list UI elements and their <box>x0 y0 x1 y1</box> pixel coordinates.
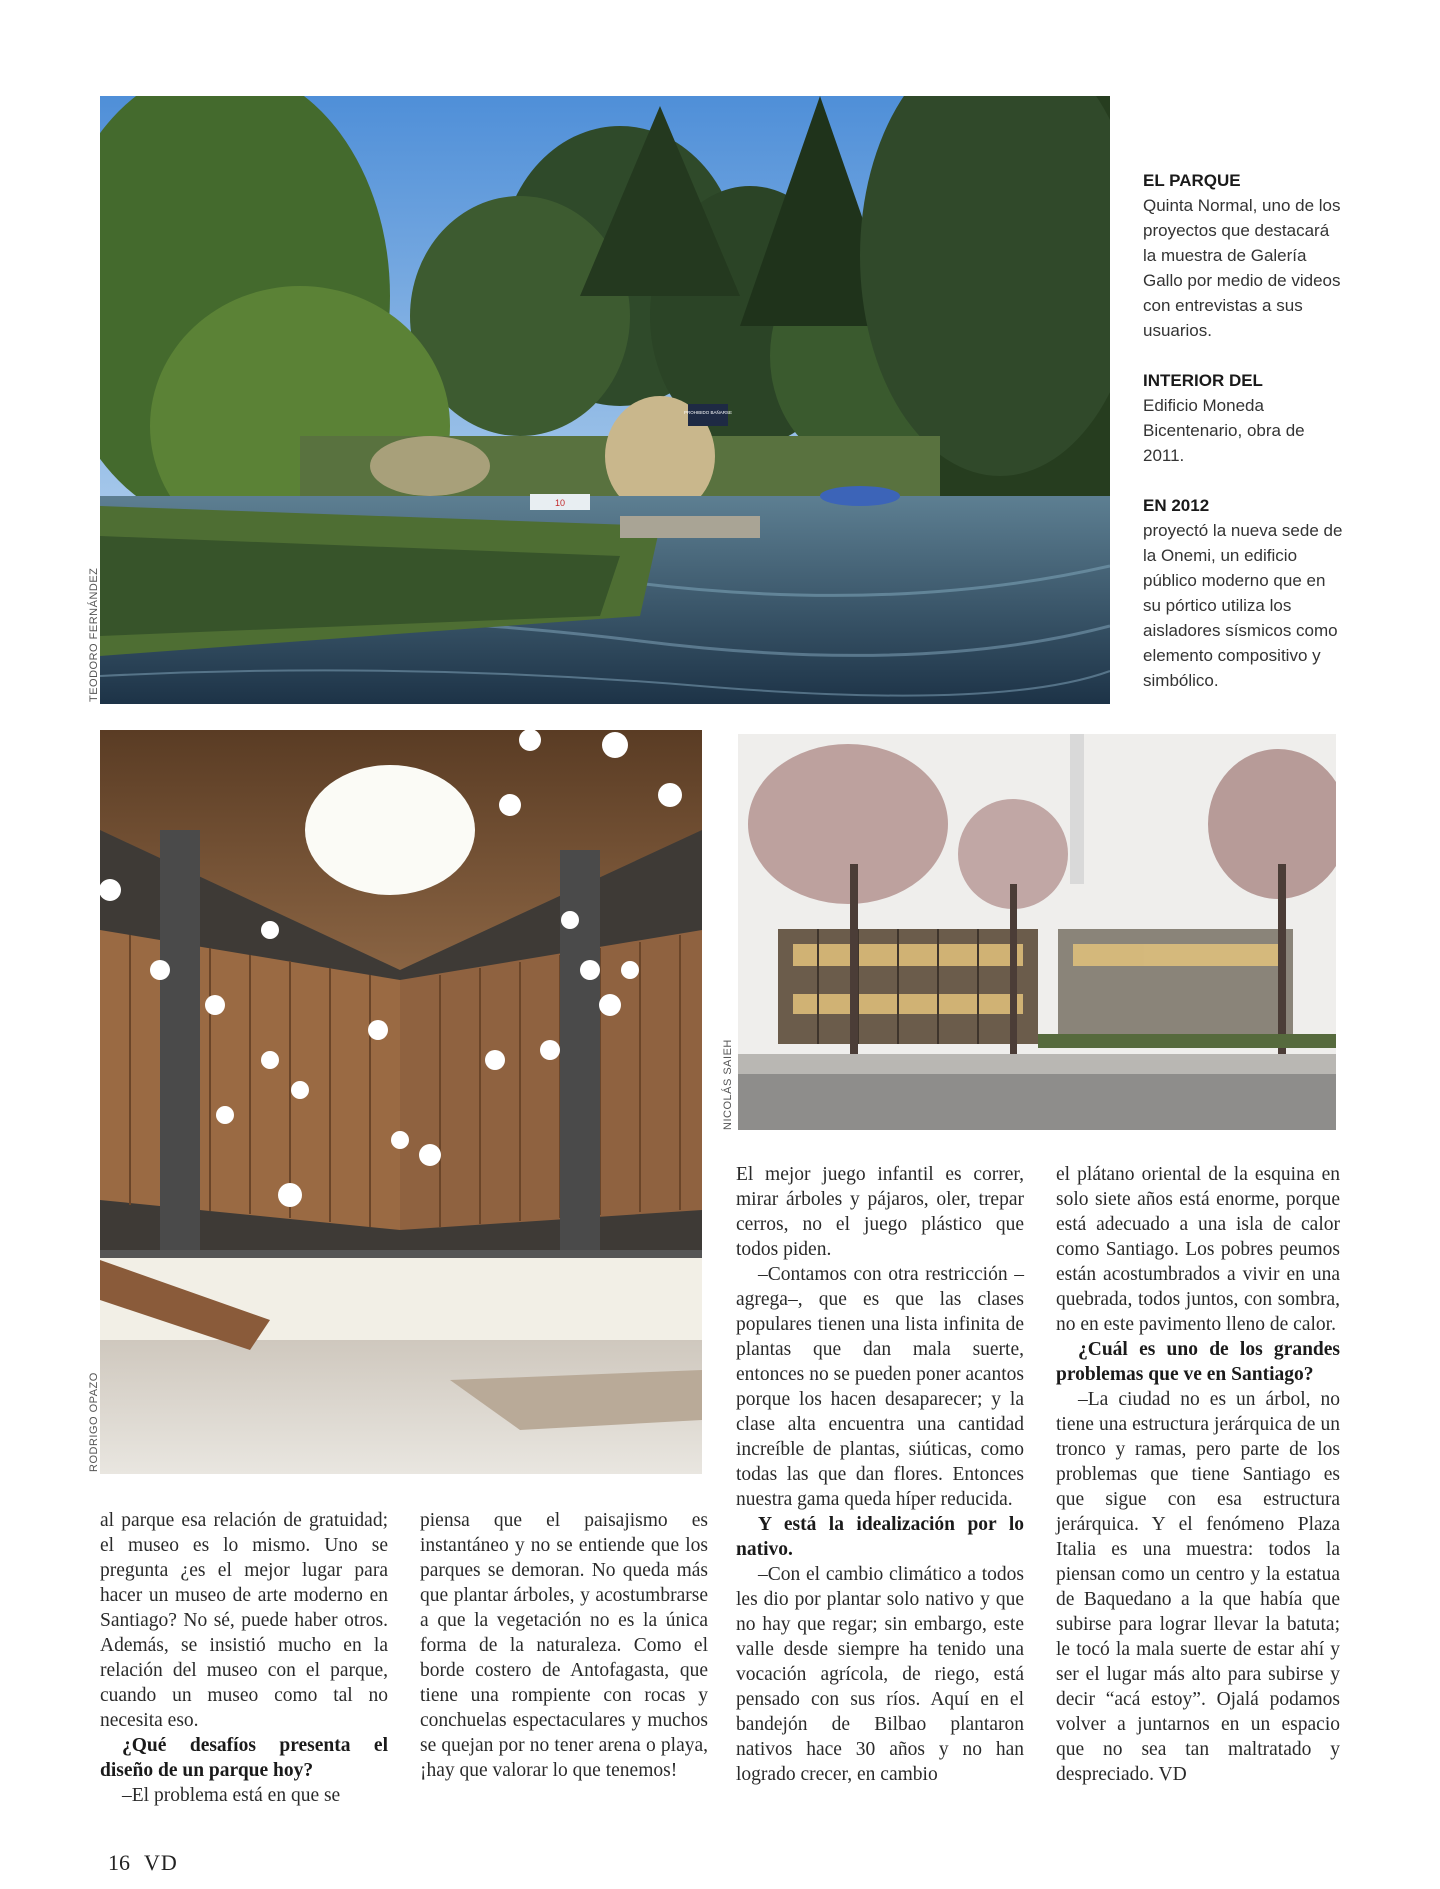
photo-credit-building: NICOLÁS SAIEH <box>722 1039 734 1130</box>
paragraph: –El problema está en que se <box>122 1785 341 1806</box>
park-photo <box>100 96 1110 704</box>
sign-text: PROHIBIDO BAÑARSE <box>683 410 733 415</box>
interior-photo <box>100 730 702 1474</box>
paragraph: el plátano oriental de la esquina en solo siete años está enorme, porque está adecuado a una isla de calor como Santiago. Los pobres peumos están acostumbrados a vivir en una quebrada, todos juntos, con sombra, no en este pavimento lleno de calor. <box>1056 1164 1340 1335</box>
caption-column <box>1143 168 1343 718</box>
caption-interior <box>1143 368 1343 468</box>
interview-question: ¿Cuál es uno de los grandes problemas que ve en Santiago? <box>1056 1339 1340 1385</box>
caption-heading: EN 2012 <box>1143 496 1210 515</box>
end-mark: VD <box>1158 1764 1187 1785</box>
caption-heading: EL PARQUE <box>1143 171 1241 190</box>
photo-credit-interior: RODRIGO OPAZO <box>88 1372 100 1472</box>
caption-body: Quinta Normal, uno de los proyectos que destacará la muestra de Galería Gallo por medio de videos con entrevistas a sus usuarios. <box>1143 196 1341 340</box>
magazine-brand: VD <box>144 1850 178 1875</box>
paragraph: al parque esa relación de gratuidad; el museo es lo mismo. Uno se pregunta ¿es el mejor lugar para hacer un museo de arte moderno en Santiago? No sé, puede haber otros. Además, se insistió mucho en la relación del museo con el parque, cuando un museo como tal no necesita eso. <box>100 1510 388 1731</box>
caption-body: Edificio Moneda Bicentenario, obra de 2011. <box>1143 396 1305 465</box>
photo-credit-park: TEODORO FERNÁNDEZ <box>88 567 100 702</box>
building-photo <box>738 734 1336 1130</box>
caption-building <box>1143 493 1343 693</box>
article-column-2 <box>420 1508 708 1783</box>
page-number: 16 <box>108 1850 130 1875</box>
paragraph: –Contamos con otra restricción –agrega–, que es que las clases populares tienen una lista infinita de plantas que dan mala suerte, entonces no se pueden poner acantos porque los hacen desaparecer; y la clase alta encuentra una cantidad increíble de plantas, siúticas, como todas las que dan flores. Entonces nuestra gama queda híper reducida. <box>736 1264 1024 1510</box>
article-column-4 <box>1056 1162 1340 1787</box>
interview-question: Y está la idealización por lo nativo. <box>736 1514 1024 1560</box>
page-folio <box>108 1850 178 1876</box>
paragraph <box>1056 1387 1340 1787</box>
boat-number: 10 <box>554 498 566 508</box>
paragraph: piensa que el paisajismo es instantáneo y no se entiende que los parques se demoran. No queda más que plantar árboles, y acostumbrarse a que la vegetación no es la única forma de la naturaleza. Como el borde costero de Antofagasta, que tiene una rompiente con rocas y conchuelas espectaculares y muchos se quejan por no tener arena o playa, ¡hay que valorar lo que tenemos! <box>420 1510 708 1781</box>
interview-question: ¿Qué desafíos presenta el diseño de un parque hoy? <box>100 1735 388 1781</box>
caption-heading: INTERIOR DEL <box>1143 371 1263 390</box>
article-column-1 <box>100 1508 388 1808</box>
caption-park <box>1143 168 1343 343</box>
paragraph: El mejor juego infantil es correr, mirar árboles y pájaros, oler, trepar cerros, no el juego plástico que todos piden. <box>736 1164 1024 1260</box>
caption-body: proyectó la nueva sede de la Onemi, un edificio público moderno que en su pórtico utiliza los aisladores sísmicos como elemento compositivo y simbólico. <box>1143 521 1343 690</box>
closing-text: –La ciudad no es un árbol, no tiene una estructura jerárquica de un tronco y ramas, pero parte de los problemas que tiene Santiago es que sigue con esa estructura jerárquica. Y el fenómeno Plaza Italia es una muestra: todos la piensan como un centro y la estatua de Baquedano a la que había que subirse para lograr llevar la batuta; le tocó la mala suerte de estar ahí y ser el lugar más alto para subirse y decir “acá estoy”. Ojalá podamos volver a juntarnos en un espacio que no sea tan maltratado y despreciado. <box>1056 1389 1340 1785</box>
article-column-3 <box>736 1162 1024 1787</box>
paragraph: –Con el cambio climático a todos les dio por plantar solo nativo y que no hay que regar; sin embargo, este valle desde siempre ha tenido una vocación agrícola, de riego, está pensado con sus ríos. Aquí en el bandejón de Bilbao plantaron nativos hace 30 años y no han logrado crecer, en cambio <box>736 1564 1024 1785</box>
